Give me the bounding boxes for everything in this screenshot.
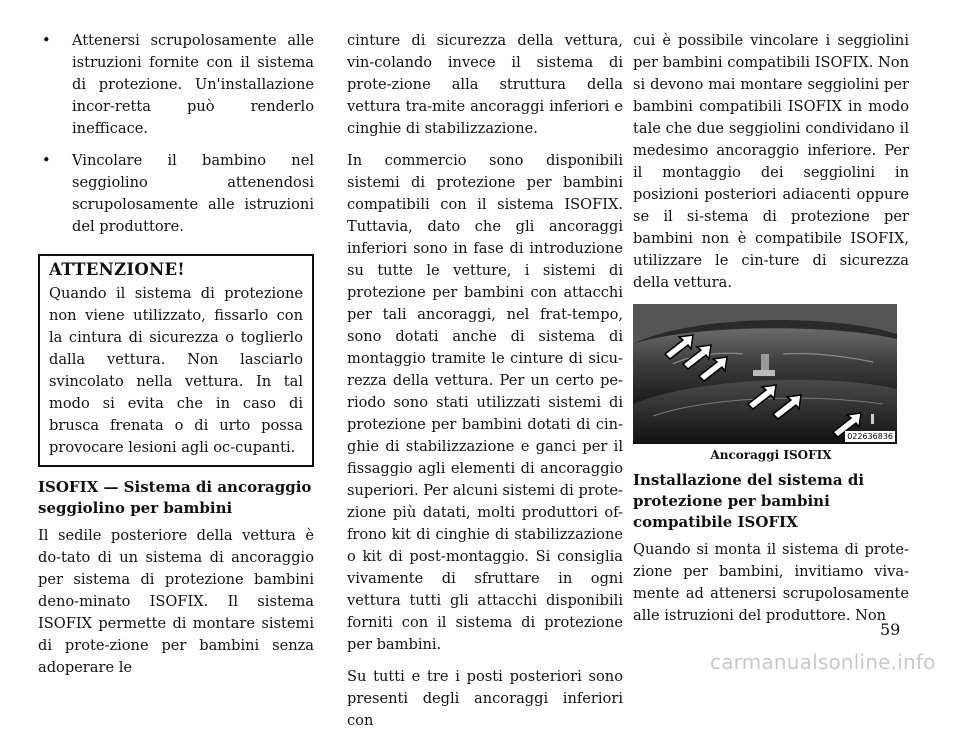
figure-caption: Ancoraggi ISOFIX [710,448,832,462]
paragraph: cui è possibile vincolare i seggiolini per bambini compatibili ISOFIX. Non si devono mai montare seggiolini per bambini compatibili ISOFIX in modo tale che due seggiolini condividano il medesimo ancoraggio inferiore. Per il montaggio dei seggiolini in posizioni posteriori adiacenti oppure se il si-stema di protezione per bambini non è compatibile ISOFIX, utilizzare le cin-ture di sicurezza della vettura. [633,32,909,291]
bullet-item: • Vincolare il bambino nel seggiolino attenendosi scrupolosamente alle istruzioni del produttore. [38,150,314,238]
column-1 [38,30,314,689]
warning-text: Quando il sistema di protezione non viene utilizzato, fissarlo con la cintura di sicurezza o toglierlo dalla vettura. Non lasciarlo svincolato nella vettura. In tal modo si evita che in caso di brusca frenata o di urto possa provocare lesioni agli oc-cupanti. [49,285,303,456]
page-number: 59 [880,620,901,639]
warning-box [38,254,314,467]
paragraph: cinture di sicurezza della vettura, vin-colando invece il sistema di prote-zione alla struttura della vettura tra-mite ancoraggi inferiori e cinghie di stabilizzazione. [347,32,623,137]
warning-title: ATTENZIONE! [49,260,185,279]
section-heading-isofix: ISOFIX — Sistema di ancoraggio seggiolino per bambini [38,478,312,517]
section-heading-installation: Installazione del sistema di protezione per bambini compatibile ISOFIX [633,471,865,531]
bullet-list [38,30,314,238]
paragraph: Su tutti e tre i posti posteriori sono presenti degli ancoraggi inferiori con [347,668,623,729]
bullet-item: • Attenersi scrupolosamente alle istruzioni fornite con il sistema di protezione. Un'installazione incor-retta può renderlo inefficace. [38,30,314,140]
watermark: carmanualsonline.info [710,650,936,674]
column-2 [347,30,623,742]
paragraph: Il sedile posteriore della vettura è do-tato di un sistema di ancoraggio per sistema di protezione bambini deno-minato ISOFIX. Il sistema ISOFIX permette di montare sistemi di prote-zione per bambini senza adoperare le [38,527,314,676]
column-3 [633,30,909,637]
paragraph: Quando si monta il sistema di prote-zione per bambini, invitiamo viva-mente ad attenersi scrupolosamente alle istruzioni del produttore. Non [633,541,909,624]
figure-code: 022636836 [847,432,893,441]
isofix-anchors-figure [633,304,897,444]
paragraph: In commercio sono disponibili sistemi di protezione per bambini compatibili con il sistema ISOFIX. Tuttavia, dato che gli ancoraggi inferiori sono in fase di introduzione su tutte le vetture, i sistemi di protezione per bambini con attacchi per tali ancoraggi, nel frat-tempo, sono dotati anche di sistema di montaggio tramite le cinture di sicu-rezza della vettura. Per un certo pe-riodo sono stati utilizzati sistemi di protezione per bambini dotati di cin-ghie di stabilizzazione e ganci per il fissaggio agli elementi di ancoraggio superiori. Per alcuni sistemi di prote-zione più datati, molti produttori of-frono kit di cinghie di stabilizzazione o kit di post-montaggio. Si consiglia vivamente di sfruttare in ogni vettura tutti gli attacchi disponibili forniti con il sistema di protezione per bambini. [347,152,623,653]
rear-seat-illustration [633,304,897,444]
